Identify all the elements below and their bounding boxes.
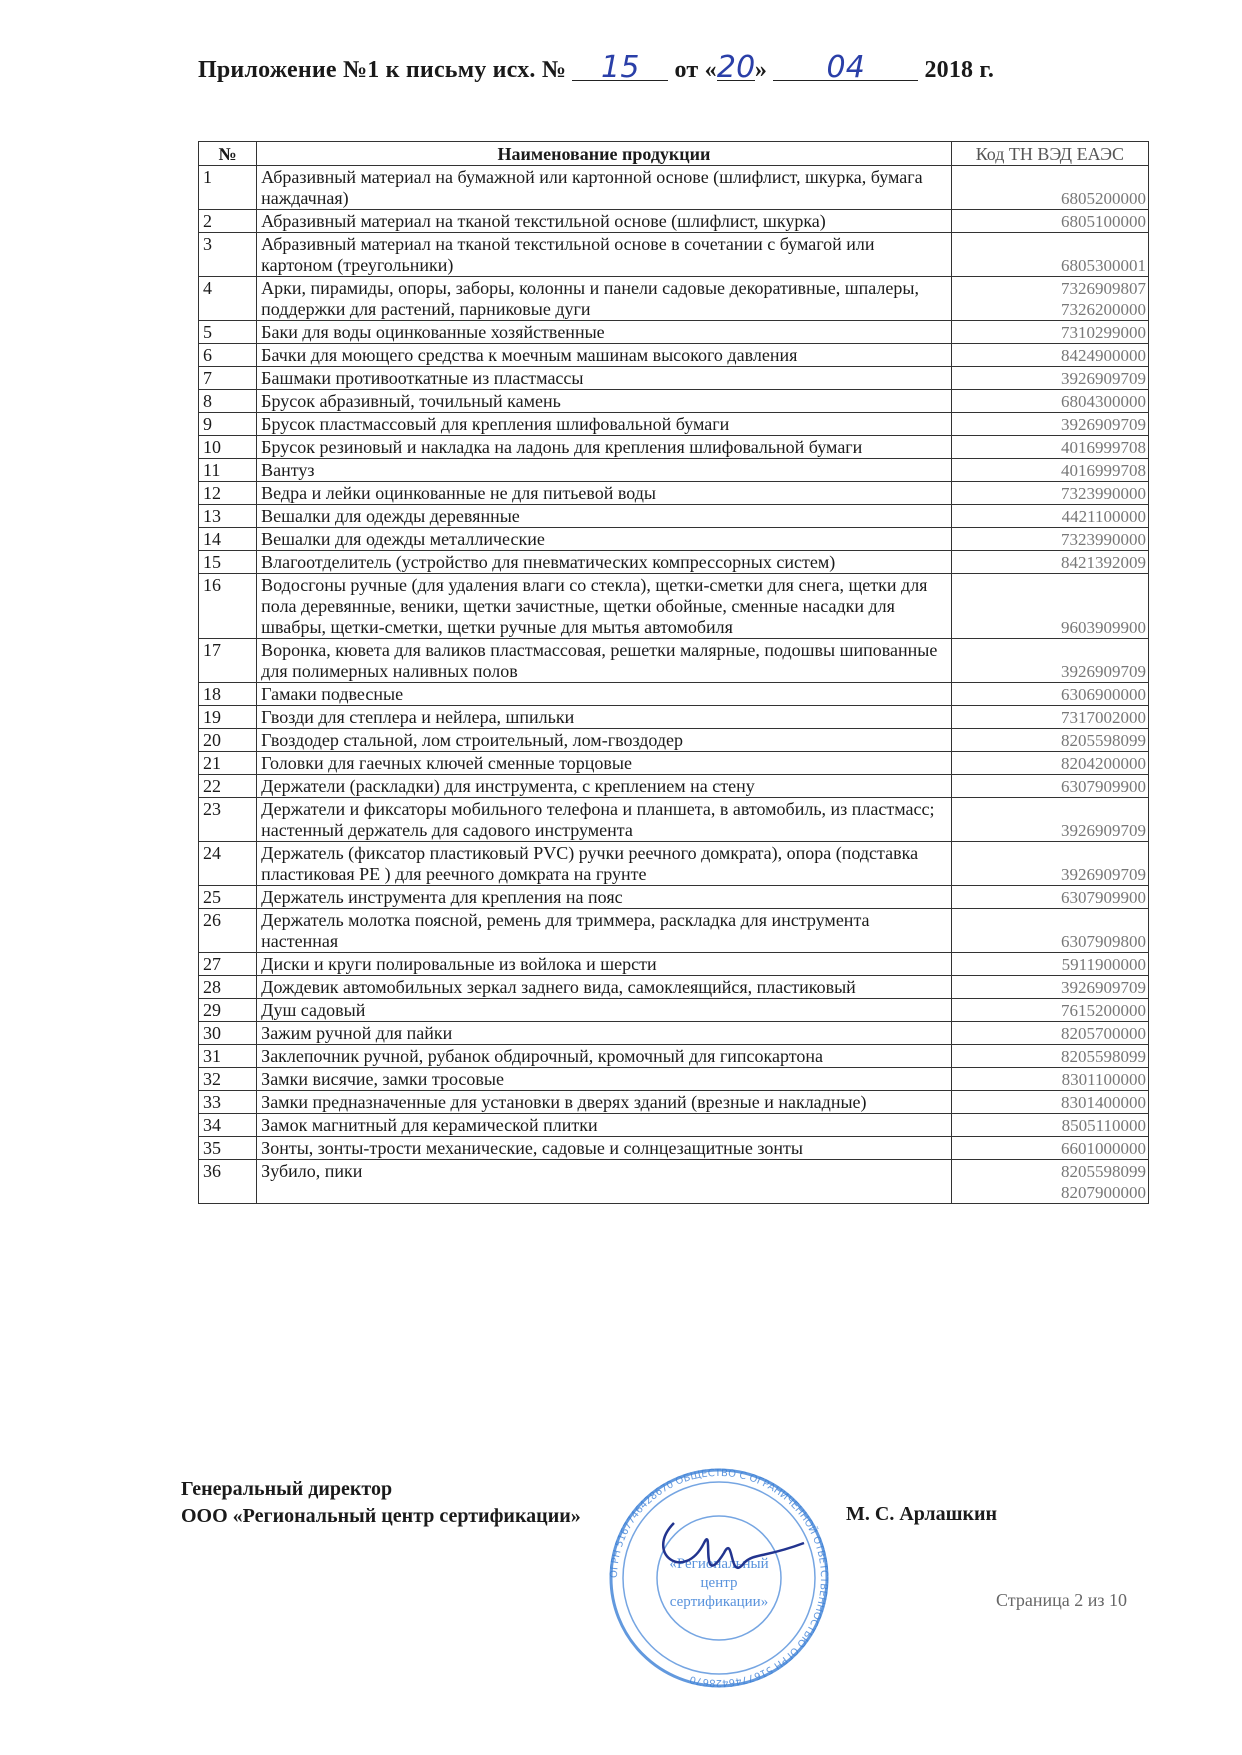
product-name: Арки, пирамиды, опоры, заборы, колонны и панели садовые декоративные, шпалеры, поддержки для растений, парниковые дуги <box>257 277 952 321</box>
tnved-code-cell <box>951 166 1148 210</box>
row-number: 21 <box>199 752 257 775</box>
letter-number: 15 <box>572 56 668 81</box>
product-name: Заклепочник ручной, рубанок обдирочный, кромочный для гипсокартона <box>257 1045 952 1068</box>
tnved-code: 3926909709 <box>1061 978 1146 997</box>
table-row <box>199 413 1149 436</box>
table-row <box>199 321 1149 344</box>
tnved-code: 6307909900 <box>1061 777 1146 796</box>
table-row <box>199 482 1149 505</box>
tnved-code: 8207900000 <box>1061 1183 1146 1202</box>
product-name: Держатели и фиксаторы мобильного телефона и планшета, в автомобиль, из пластмасс; настенный держатель для садового инструмента <box>257 798 952 842</box>
tnved-code-cell <box>951 639 1148 683</box>
svg-text:«Региональный: «Региональный <box>669 1556 769 1572</box>
table-row <box>199 1114 1149 1137</box>
tnved-code: 6805100000 <box>1061 212 1146 231</box>
row-number: 11 <box>199 459 257 482</box>
row-number: 4 <box>199 277 257 321</box>
table-row <box>199 706 1149 729</box>
product-name: Абразивный материал на тканой текстильной основе (шлифлист, шкурка) <box>257 210 952 233</box>
tnved-code-cell <box>951 505 1148 528</box>
tnved-code: 6306900000 <box>1061 685 1146 704</box>
signer-position: Генеральный директор <box>181 1478 393 1500</box>
tnved-code-cell <box>951 1068 1148 1091</box>
letter-year: 2018 г. <box>924 57 995 83</box>
product-name: Абразивный материал на тканой текстильной основе в сочетании с бумагой или картоном (треугольники) <box>257 233 952 277</box>
table-row <box>199 505 1149 528</box>
product-name: Держатель инструмента для крепления на пояс <box>257 886 952 909</box>
tnved-code: 8205700000 <box>1061 1024 1146 1043</box>
table-row <box>199 953 1149 976</box>
table-header <box>199 142 1149 166</box>
tnved-code-cell <box>951 706 1148 729</box>
row-number: 1 <box>199 166 257 210</box>
row-number: 19 <box>199 706 257 729</box>
row-number: 18 <box>199 683 257 706</box>
tnved-code-cell <box>951 1137 1148 1160</box>
tnved-code: 8205598099 <box>1061 1162 1146 1181</box>
product-name: Держатели (раскладки) для инструмента, с креплением на стену <box>257 775 952 798</box>
table-row <box>199 775 1149 798</box>
row-number: 27 <box>199 953 257 976</box>
tnved-code: 4016999708 <box>1061 461 1146 480</box>
table-row <box>199 390 1149 413</box>
product-name: Влагоотделитель (устройство для пневматических компрессорных систем) <box>257 551 952 574</box>
row-number: 5 <box>199 321 257 344</box>
product-name: Башмаки противооткатные из пластмассы <box>257 367 952 390</box>
tnved-code: 7317002000 <box>1061 708 1146 727</box>
tnved-code-cell <box>951 752 1148 775</box>
tnved-code-cell <box>951 390 1148 413</box>
tnved-code-cell <box>951 1022 1148 1045</box>
row-number: 9 <box>199 413 257 436</box>
product-name: Воронка, кювета для валиков пластмассовая, решетки малярные, подошвы шипованные для полимерных наливных полов <box>257 639 952 683</box>
table-row <box>199 1160 1149 1204</box>
tnved-code-cell <box>951 459 1148 482</box>
col-name: Наименование продукции <box>257 142 952 166</box>
tnved-code: 8205598099 <box>1061 1047 1146 1066</box>
table-row <box>199 459 1149 482</box>
tnved-code: 9603909900 <box>1061 618 1146 637</box>
table-row <box>199 752 1149 775</box>
row-number: 35 <box>199 1137 257 1160</box>
tnved-code-cell <box>951 999 1148 1022</box>
document-title <box>198 50 995 85</box>
product-name: Гвоздодер стальной, лом строительный, лом-гвоздодер <box>257 729 952 752</box>
product-name: Головки для гаечных ключей сменные торцовые <box>257 752 952 775</box>
tnved-code: 7326909807 <box>1061 279 1146 298</box>
table-row <box>199 976 1149 999</box>
table-row <box>199 683 1149 706</box>
product-name: Брусок пластмассовый для крепления шлифовальной бумаги <box>257 413 952 436</box>
table-row <box>199 886 1149 909</box>
row-number: 23 <box>199 798 257 842</box>
product-name: Замки предназначенные для установки в дверях зданий (врезные и накладные) <box>257 1091 952 1114</box>
product-name: Дождевик автомобильных зеркал заднего вида, самоклеящийся, пластиковый <box>257 976 952 999</box>
tnved-code-cell <box>951 886 1148 909</box>
tnved-code-cell <box>951 210 1148 233</box>
product-name: Брусок абразивный, точильный камень <box>257 390 952 413</box>
tnved-code: 6307909800 <box>1061 932 1146 951</box>
product-name: Зубило, пики <box>257 1160 952 1204</box>
row-number: 20 <box>199 729 257 752</box>
tnved-code-cell <box>951 436 1148 459</box>
company-stamp-seal <box>604 1463 834 1693</box>
table-row <box>199 233 1149 277</box>
svg-text:центр: центр <box>700 1575 738 1591</box>
svg-text:ОГРН 5167746428670 ОБЩЕСТВО С: ОГРН 5167746428670 ОБЩЕСТВО С ОГРАНИЧЕННОЙ ОТВЕТСТВЕННОСТЬЮ ОГРН 5167746428670 <box>608 1467 830 1689</box>
col-number: № <box>199 142 257 166</box>
tnved-code: 7310299000 <box>1061 323 1146 342</box>
row-number: 7 <box>199 367 257 390</box>
tnved-code-cell <box>951 909 1148 953</box>
row-number: 6 <box>199 344 257 367</box>
row-number: 13 <box>199 505 257 528</box>
row-number: 31 <box>199 1045 257 1068</box>
product-name: Баки для воды оцинкованные хозяйственные <box>257 321 952 344</box>
tnved-code-cell <box>951 976 1148 999</box>
tnved-code: 6805200000 <box>1061 189 1146 208</box>
tnved-code-cell <box>951 367 1148 390</box>
table-row <box>199 1091 1149 1114</box>
svg-text:сертификации»: сертификации» <box>669 1594 769 1610</box>
product-name: Бачки для моющего средства к моечным машинам высокого давления <box>257 344 952 367</box>
tnved-code-cell <box>951 683 1148 706</box>
signature-block <box>181 1476 581 1530</box>
title-prefix: Приложение №1 к письму исх. № <box>198 57 567 83</box>
product-name: Ведра и лейки оцинкованные не для питьевой воды <box>257 482 952 505</box>
products-table <box>198 141 1149 1204</box>
row-number: 30 <box>199 1022 257 1045</box>
tnved-code: 3926909709 <box>1061 865 1146 884</box>
tnved-code-cell <box>951 344 1148 367</box>
tnved-code: 8301400000 <box>1061 1093 1146 1112</box>
table-row <box>199 367 1149 390</box>
tnved-code-cell <box>951 729 1148 752</box>
product-name: Абразивный материал на бумажной или картонной основе (шлифлист, шкурка, бумага наждачная) <box>257 166 952 210</box>
row-number: 2 <box>199 210 257 233</box>
tnved-code: 7323990000 <box>1061 484 1146 503</box>
row-number: 22 <box>199 775 257 798</box>
tnved-code: 5911900000 <box>1061 955 1146 974</box>
row-number: 10 <box>199 436 257 459</box>
table-row <box>199 551 1149 574</box>
title-quote: » <box>754 57 768 83</box>
tnved-code-cell <box>951 953 1148 976</box>
table-row <box>199 639 1149 683</box>
table-row <box>199 277 1149 321</box>
product-name: Держатель молотка поясной, ремень для триммера, раскладка для инструмента настенная <box>257 909 952 953</box>
product-name: Гвозди для степлера и нейлера, шпильки <box>257 706 952 729</box>
table-row <box>199 528 1149 551</box>
signer-name: М. С. Арлашкин <box>846 1503 998 1525</box>
tnved-code: 8301100000 <box>1061 1070 1146 1089</box>
row-number: 17 <box>199 639 257 683</box>
tnved-code: 8421392009 <box>1061 553 1146 572</box>
handwritten-signature <box>663 1523 804 1568</box>
product-name: Держатель (фиксатор пластиковый PVC) ручки реечного домкрата), опора (подставка пластиковая PE ) для реечного домкрата на грунте <box>257 842 952 886</box>
title-from: от « <box>674 57 717 83</box>
row-number: 8 <box>199 390 257 413</box>
product-name: Вешалки для одежды металлические <box>257 528 952 551</box>
product-name: Брусок резиновый и накладка на ладонь для крепления шлифовальной бумаги <box>257 436 952 459</box>
page-number: Страница 2 из 10 <box>996 1590 1127 1610</box>
product-name: Зажим ручной для пайки <box>257 1022 952 1045</box>
tnved-code: 3926909709 <box>1061 662 1146 681</box>
tnved-code: 4016999708 <box>1061 438 1146 457</box>
tnved-code: 6805300001 <box>1061 256 1146 275</box>
table-row <box>199 1045 1149 1068</box>
table-row <box>199 210 1149 233</box>
table-row <box>199 574 1149 639</box>
tnved-code-cell <box>951 775 1148 798</box>
row-number: 25 <box>199 886 257 909</box>
tnved-code: 6804300000 <box>1061 392 1146 411</box>
table-row <box>199 842 1149 886</box>
row-number: 28 <box>199 976 257 999</box>
letter-month: 04 <box>773 56 918 81</box>
tnved-code: 8204200000 <box>1061 754 1146 773</box>
tnved-code: 7323990000 <box>1061 530 1146 549</box>
table-row <box>199 1022 1149 1045</box>
tnved-code: 6601000000 <box>1061 1139 1146 1158</box>
product-name: Зонты, зонты-трости механические, садовые и солнцезащитные зонты <box>257 1137 952 1160</box>
table-row <box>199 909 1149 953</box>
tnved-code: 8505110000 <box>1061 1116 1146 1135</box>
row-number: 32 <box>199 1068 257 1091</box>
tnved-code-cell <box>951 1114 1148 1137</box>
tnved-code-cell <box>951 233 1148 277</box>
table-row <box>199 798 1149 842</box>
tnved-code-cell <box>951 842 1148 886</box>
product-name: Замки висячие, замки тросовые <box>257 1068 952 1091</box>
tnved-code-cell <box>951 574 1148 639</box>
tnved-code: 7326200000 <box>1061 300 1146 319</box>
row-number: 29 <box>199 999 257 1022</box>
signer-company: ООО «Региональный центр сертификации» <box>181 1505 581 1527</box>
letter-day: 20 <box>716 50 756 85</box>
row-number: 15 <box>199 551 257 574</box>
tnved-code: 4421100000 <box>1061 507 1146 526</box>
table-row <box>199 1068 1149 1091</box>
product-name: Замок магнитный для керамической плитки <box>257 1114 952 1137</box>
tnved-code: 8205598099 <box>1061 731 1146 750</box>
product-name: Вешалки для одежды деревянные <box>257 505 952 528</box>
tnved-code-cell <box>951 551 1148 574</box>
table-row <box>199 166 1149 210</box>
product-name: Вантуз <box>257 459 952 482</box>
product-name: Диски и круги полировальные из войлока и шерсти <box>257 953 952 976</box>
product-name: Гамаки подвесные <box>257 683 952 706</box>
tnved-code: 8424900000 <box>1061 346 1146 365</box>
tnved-code: 7615200000 <box>1061 1001 1146 1020</box>
tnved-code-cell <box>951 277 1148 321</box>
col-code: Код ТН ВЭД ЕАЭС <box>951 142 1148 166</box>
tnved-code-cell <box>951 413 1148 436</box>
table-row <box>199 1137 1149 1160</box>
row-number: 24 <box>199 842 257 886</box>
table-row <box>199 436 1149 459</box>
tnved-code-cell <box>951 1160 1148 1204</box>
tnved-code-cell <box>951 528 1148 551</box>
tnved-code-cell <box>951 321 1148 344</box>
product-name: Водосгоны ручные (для удаления влаги со стекла), щетки-сметки для снега, щетки для пола деревянные, веники, щетки зачистные, щетки обойные, сменные насадки для швабры, щетки-сметки, щетки ручные для мытья автомобиля <box>257 574 952 639</box>
row-number: 26 <box>199 909 257 953</box>
row-number: 14 <box>199 528 257 551</box>
product-name: Душ садовый <box>257 999 952 1022</box>
row-number: 3 <box>199 233 257 277</box>
tnved-code-cell <box>951 482 1148 505</box>
tnved-code: 6307909900 <box>1061 888 1146 907</box>
tnved-code: 3926909709 <box>1061 369 1146 388</box>
table-row <box>199 729 1149 752</box>
table-row <box>199 999 1149 1022</box>
row-number: 34 <box>199 1114 257 1137</box>
tnved-code-cell <box>951 798 1148 842</box>
tnved-code: 3926909709 <box>1061 415 1146 434</box>
row-number: 36 <box>199 1160 257 1204</box>
row-number: 33 <box>199 1091 257 1114</box>
table-row <box>199 344 1149 367</box>
row-number: 12 <box>199 482 257 505</box>
row-number: 16 <box>199 574 257 639</box>
tnved-code: 3926909709 <box>1061 821 1146 840</box>
tnved-code-cell <box>951 1045 1148 1068</box>
tnved-code-cell <box>951 1091 1148 1114</box>
